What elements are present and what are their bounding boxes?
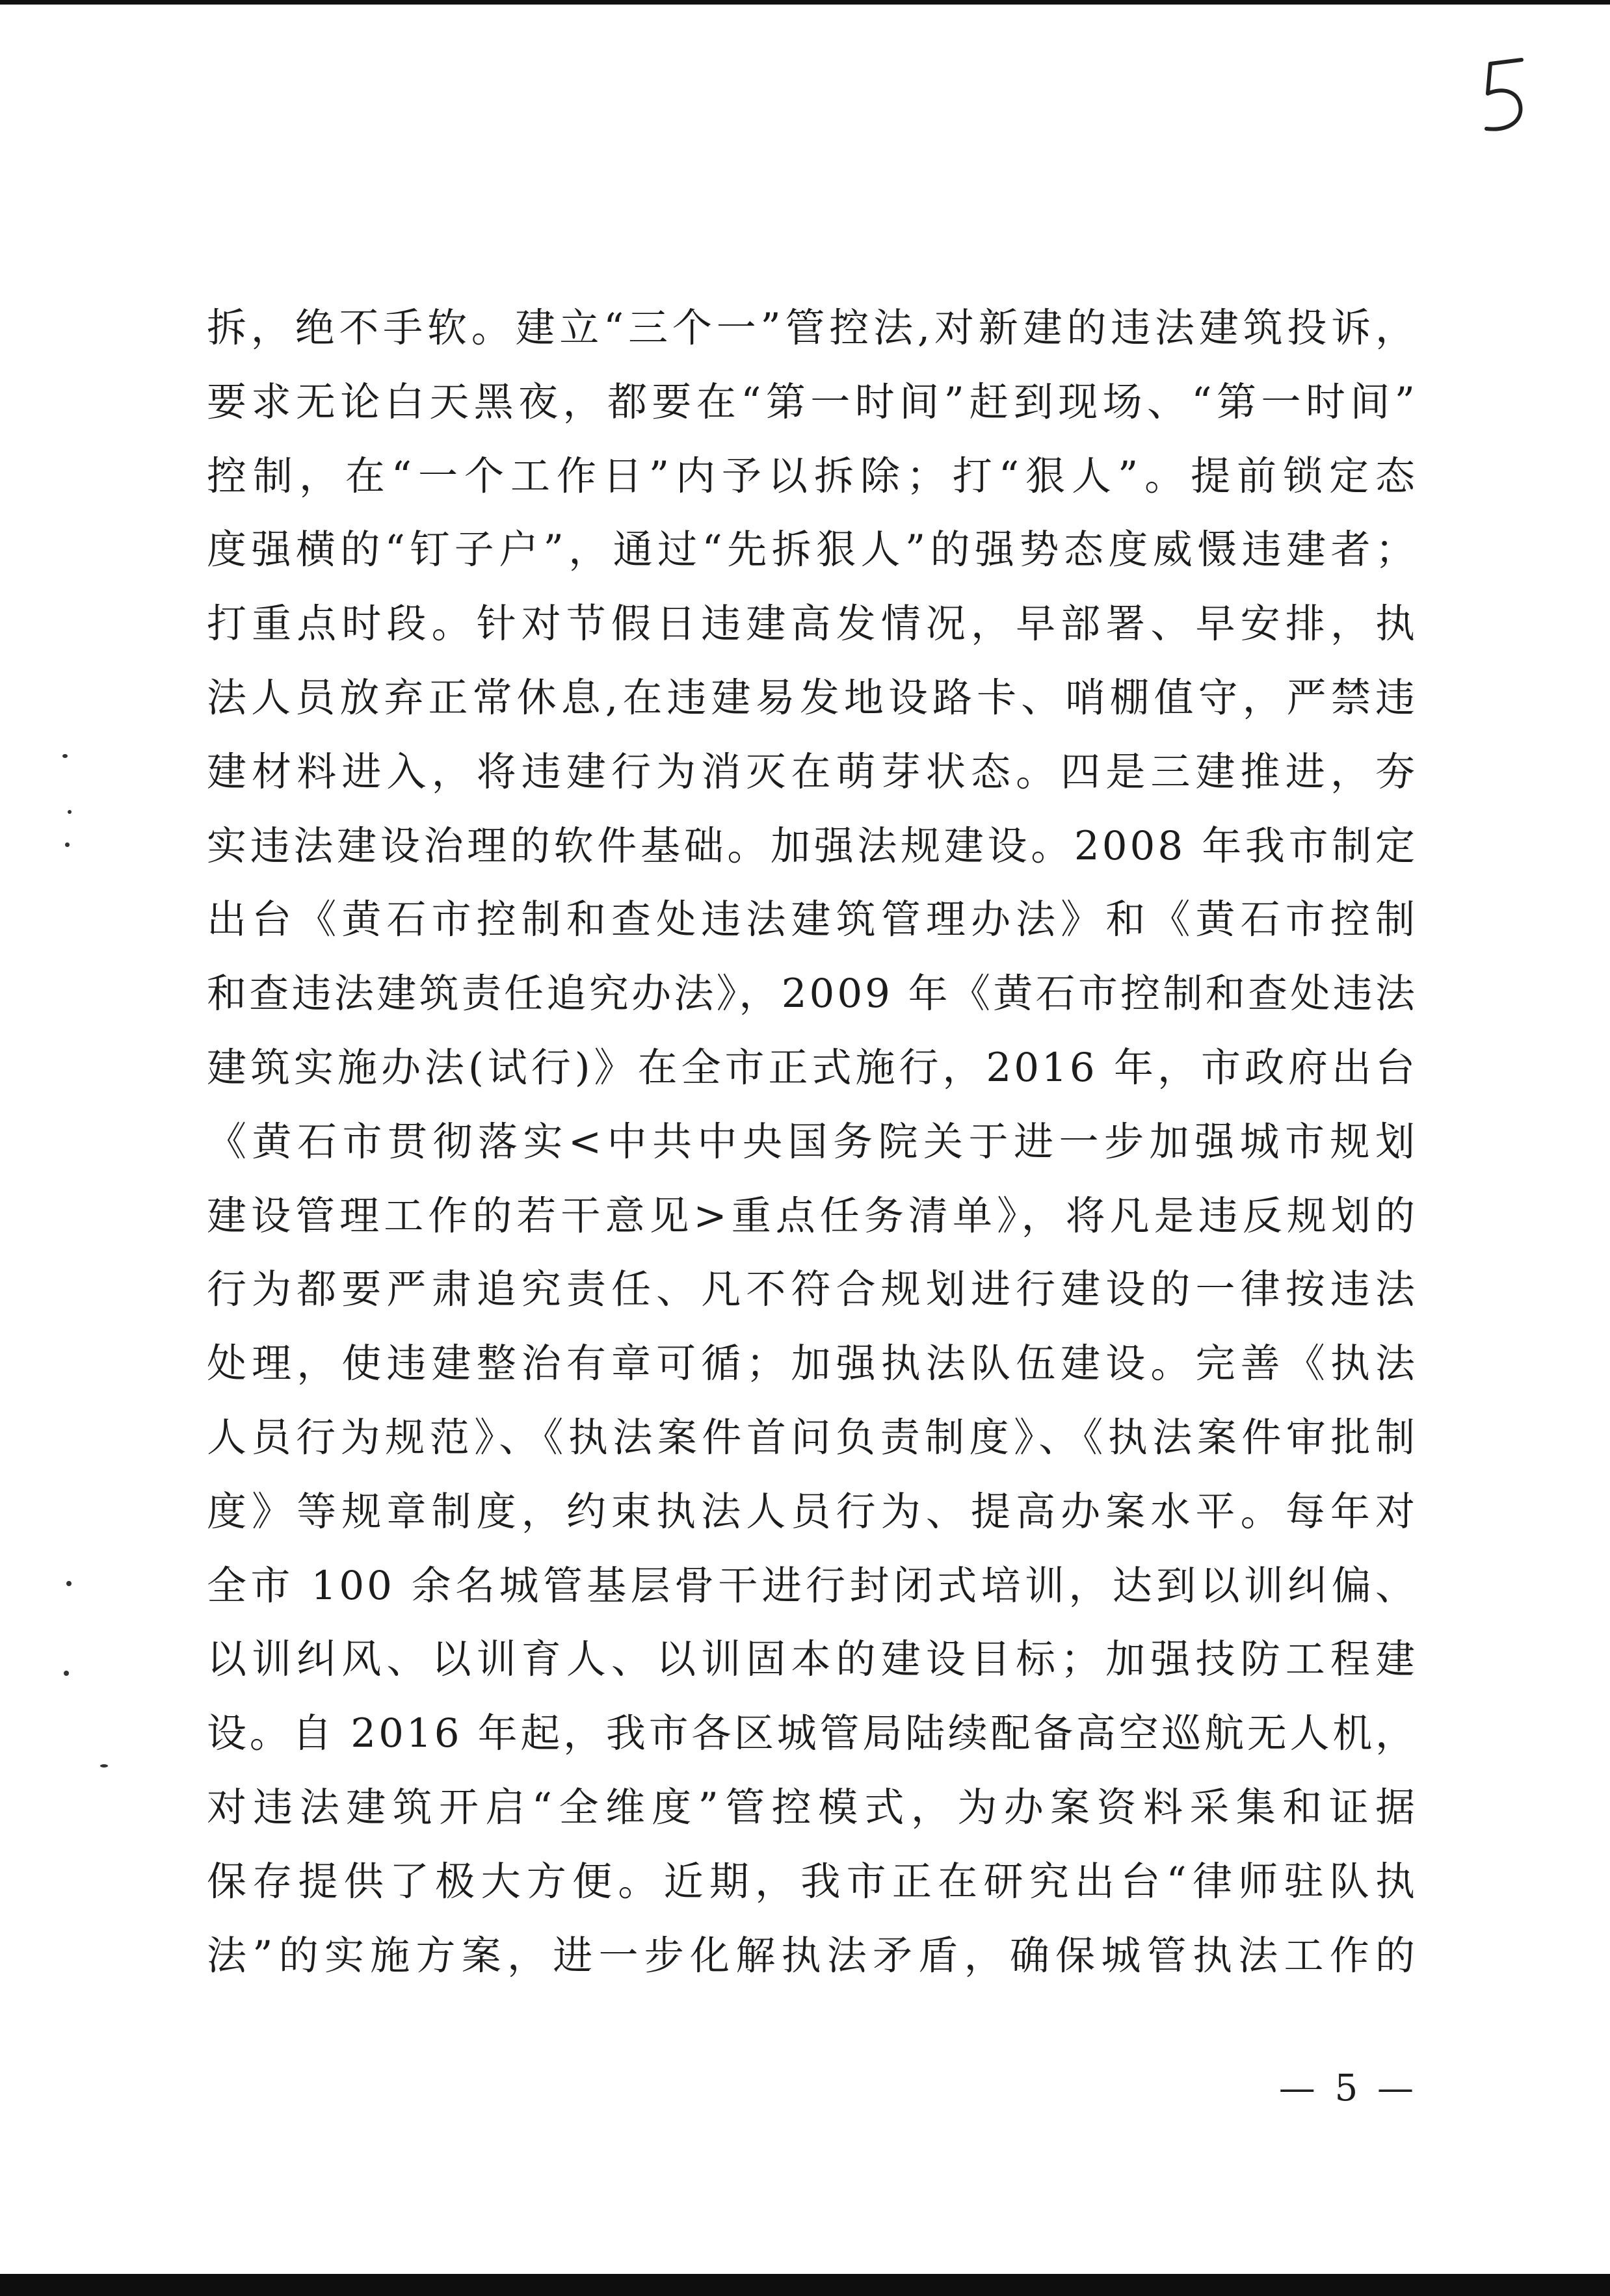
body-text (207, 291, 1418, 1992)
text-line: 出台《黄石市控制和查处违法建筑管理办法》和《黄石市控制 (207, 896, 1418, 943)
text-line: 法”的实施方案，进一步化解执法矛盾，确保城管执法工作的 (207, 1932, 1418, 1979)
text-line: 对违法建筑开启“全维度”管控模式，为办案资料采集和证据 (207, 1784, 1418, 1831)
text-line: 建设管理工作的若干意见>重点任务清单》，将凡是违反规划的 (207, 1192, 1418, 1239)
scan-edge-bottom (0, 2274, 1610, 2296)
text-line: 度强横的“钉子户”，通过“先拆狠人”的强势态度威慑违建者； (207, 527, 1418, 573)
text-line: 建材料进入，将违建行为消灭在萌芽状态。四是三建推进，夯 (207, 748, 1418, 795)
text-line: 法人员放弃正常休息,在违建易发地设路卡、哨棚值守，严禁违 (207, 674, 1418, 721)
text-line: 控制，在“一个工作日”内予以拆除；打“狠人”。提前锁定态 (207, 452, 1418, 499)
scan-speck (68, 810, 72, 814)
handwritten-page-mark (1471, 51, 1542, 148)
text-line: 和查违法建筑责任追究办法》，2009 年《黄石市控制和查处违法 (207, 971, 1418, 1017)
text-line: 保存提供了极大方便。近期，我市正在研究出台“律师驻队执 (207, 1858, 1418, 1905)
scan-speck (66, 1581, 72, 1586)
text-line: 行为都要严肃追究责任、凡不符合规划进行建设的一律按违法 (207, 1266, 1418, 1313)
scan-edge-top (0, 0, 1610, 5)
text-line: 打重点时段。针对节假日违建高发情况，早部署、早安排，执 (207, 601, 1418, 647)
text-line: 处理，使违建整治有章可循；加强执法队伍建设。完善《执法 (207, 1340, 1418, 1387)
text-line: 建筑实施办法(试行)》在全市正式施行，2016 年，市政府出台 (207, 1044, 1418, 1091)
scan-speck (64, 1671, 69, 1676)
text-line: 拆，绝不手软。建立“三个一”管控法,对新建的违法建筑投诉， (207, 305, 1418, 351)
scan-speck (65, 842, 70, 847)
text-line: 设。自 2016 年起，我市各区城管局陆续配备高空巡航无人机， (207, 1710, 1418, 1757)
text-line: 人员行为规范》、《执法案件首问负责制度》、《执法案件审批制 (207, 1414, 1418, 1461)
scan-speck (100, 1764, 108, 1768)
text-line: 《黄石市贯彻落实<中共中央国务院关于进一步加强城市规划 (207, 1118, 1418, 1165)
text-line: 全市 100 余名城管基层骨干进行封闭式培训，达到以训纠偏、 (207, 1562, 1418, 1609)
scan-speck (62, 754, 68, 758)
text-line: 以训纠风、以训育人、以训固本的建设目标；加强技防工程建 (207, 1636, 1418, 1683)
text-line: 要求无论白天黑夜，都要在“第一时间”赶到现场、“第一时间” (207, 378, 1418, 425)
text-line: 度》等规章制度，约束执法人员行为、提高办案水平。每年对 (207, 1488, 1418, 1535)
text-line: 实违法建设治理的软件基础。加强法规建设。2008 年我市制定 (207, 822, 1418, 869)
page-number: — 5 — (1278, 2067, 1418, 2109)
